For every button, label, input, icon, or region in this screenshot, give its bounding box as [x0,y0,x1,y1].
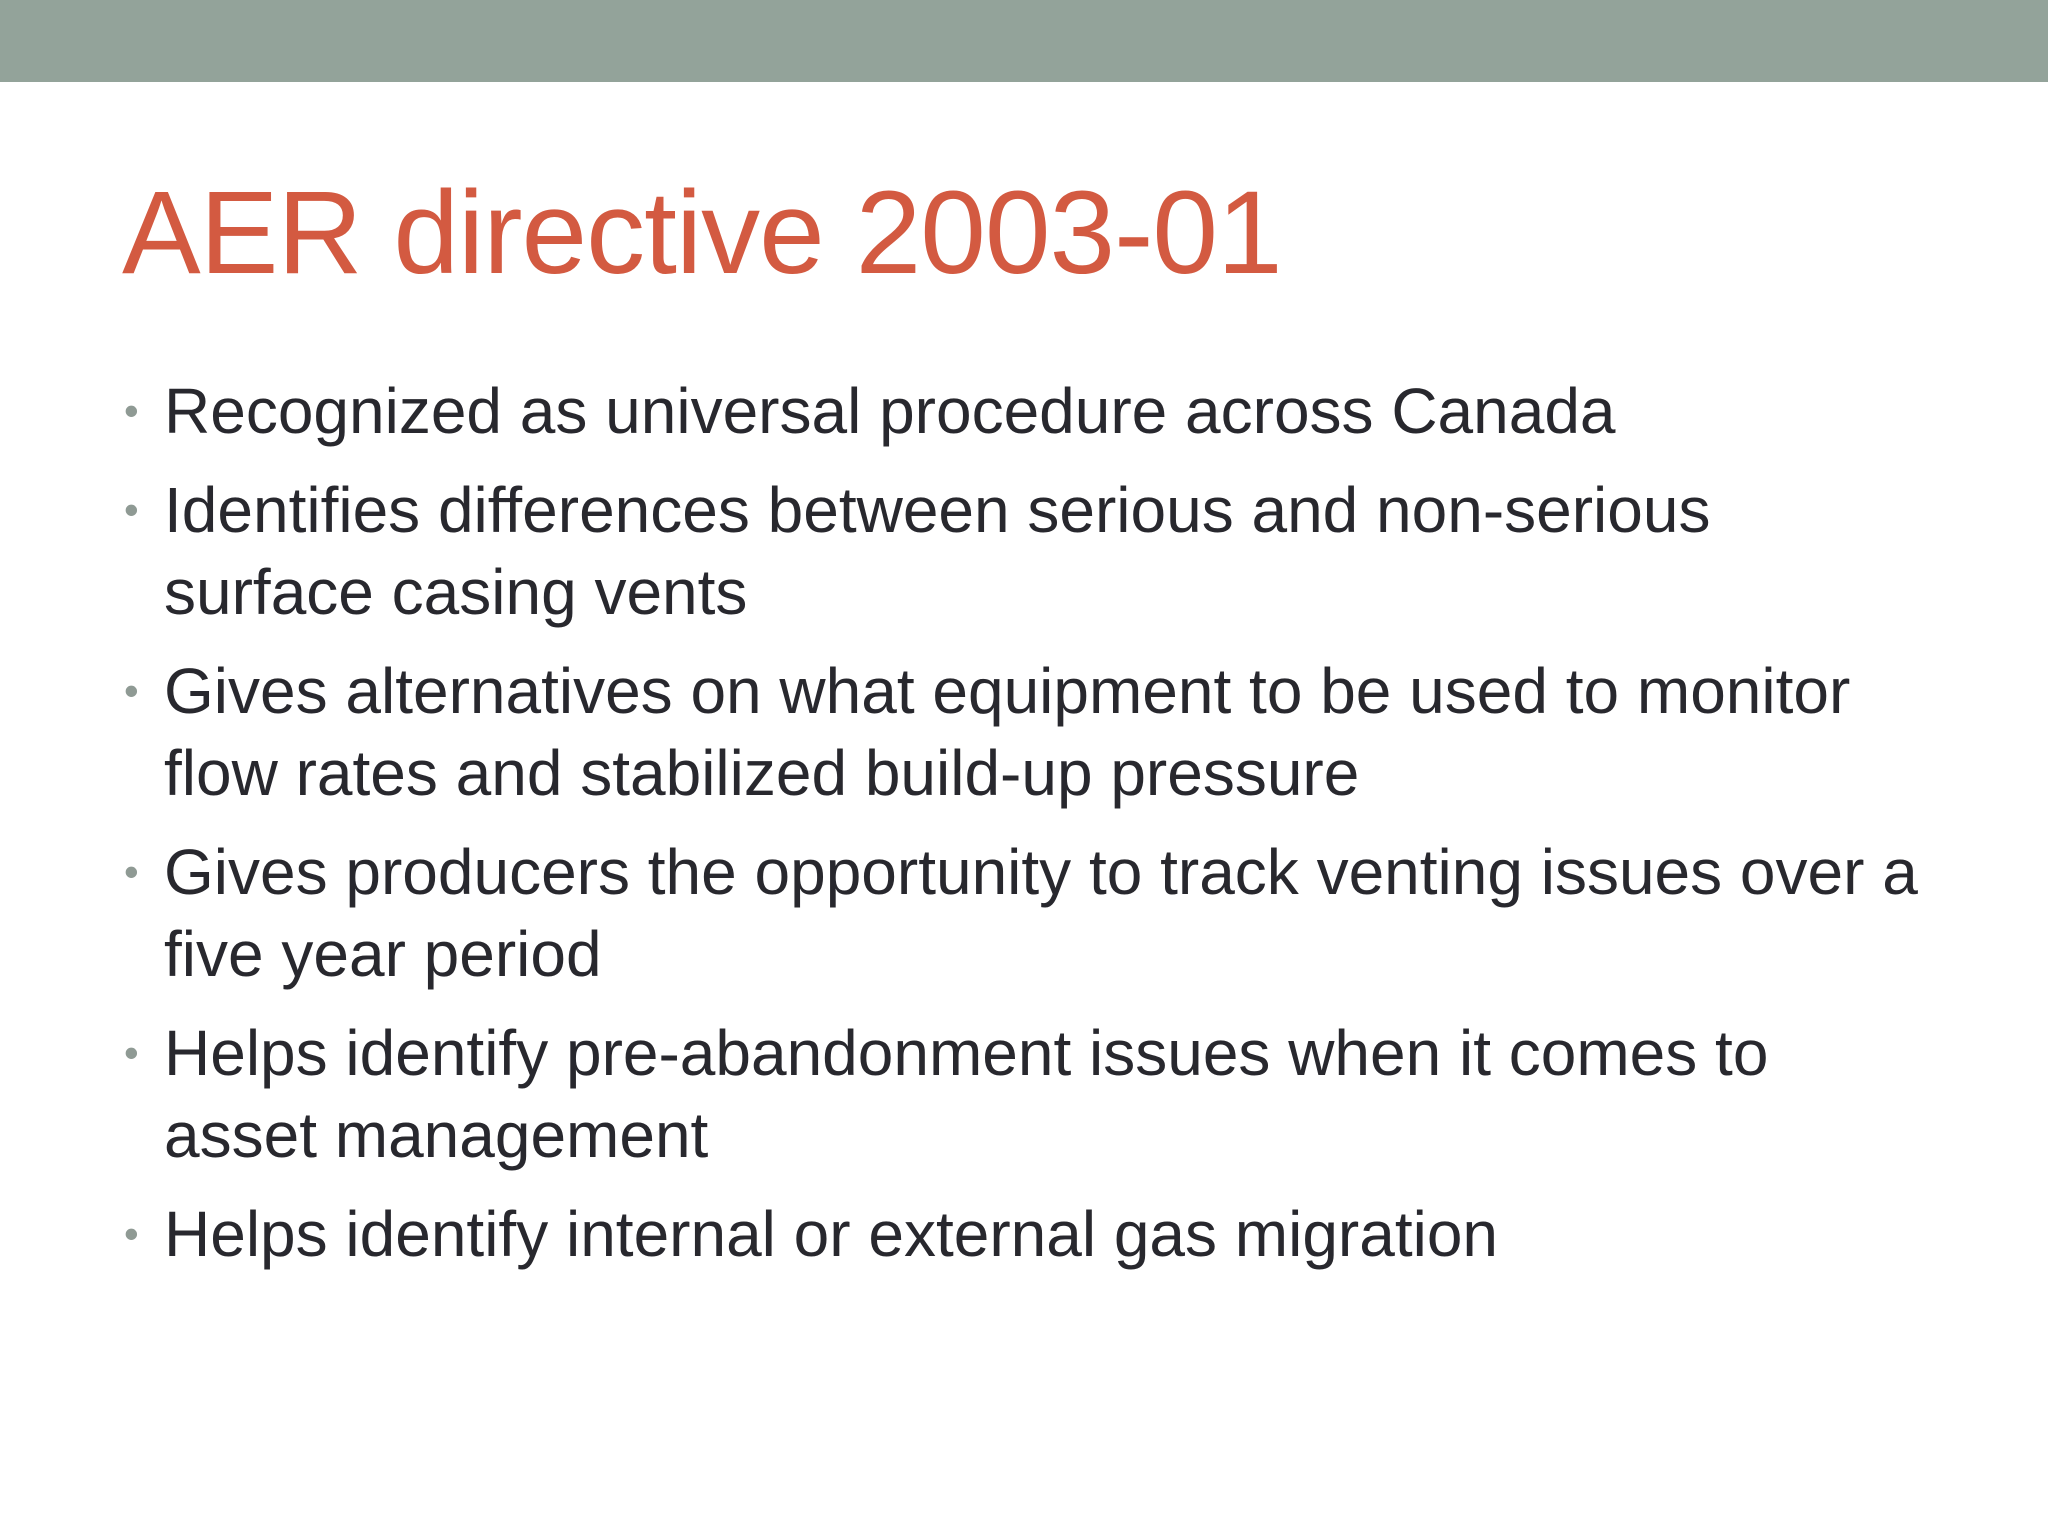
bullet-dot-icon: • [124,1210,139,1257]
bullet-item [122,1193,1922,1275]
bullet-item [122,650,1922,814]
bullet-dot-icon: • [124,1029,139,1076]
bullet-item [122,370,1922,452]
bullet-item [122,831,1922,995]
bullet-dot-icon: • [124,848,139,895]
bullet-text: Gives producers the opportunity to track venting issues over a five year period [164,836,1918,990]
bullet-item [122,1012,1922,1176]
bullet-dot-icon: • [124,667,139,714]
bullet-item [122,469,1922,633]
bullet-text: Gives alternatives on what equipment to be used to monitor flow rates and stabilized build-up pressure [164,655,1851,809]
top-accent-band [0,0,2048,82]
bullet-text: Helps identify internal or external gas migration [164,1198,1498,1270]
bullet-dot-icon: • [124,486,139,533]
slide-title: AER directive 2003-01 [122,167,1282,299]
bullet-list [122,370,1922,1292]
bullet-dot-icon: • [124,387,139,434]
bullet-text: Helps identify pre-abandonment issues when it comes to asset management [164,1017,1769,1171]
bullet-text: Identifies differences between serious and non-serious surface casing vents [164,474,1711,628]
bullet-text: Recognized as universal procedure across Canada [164,375,1616,447]
